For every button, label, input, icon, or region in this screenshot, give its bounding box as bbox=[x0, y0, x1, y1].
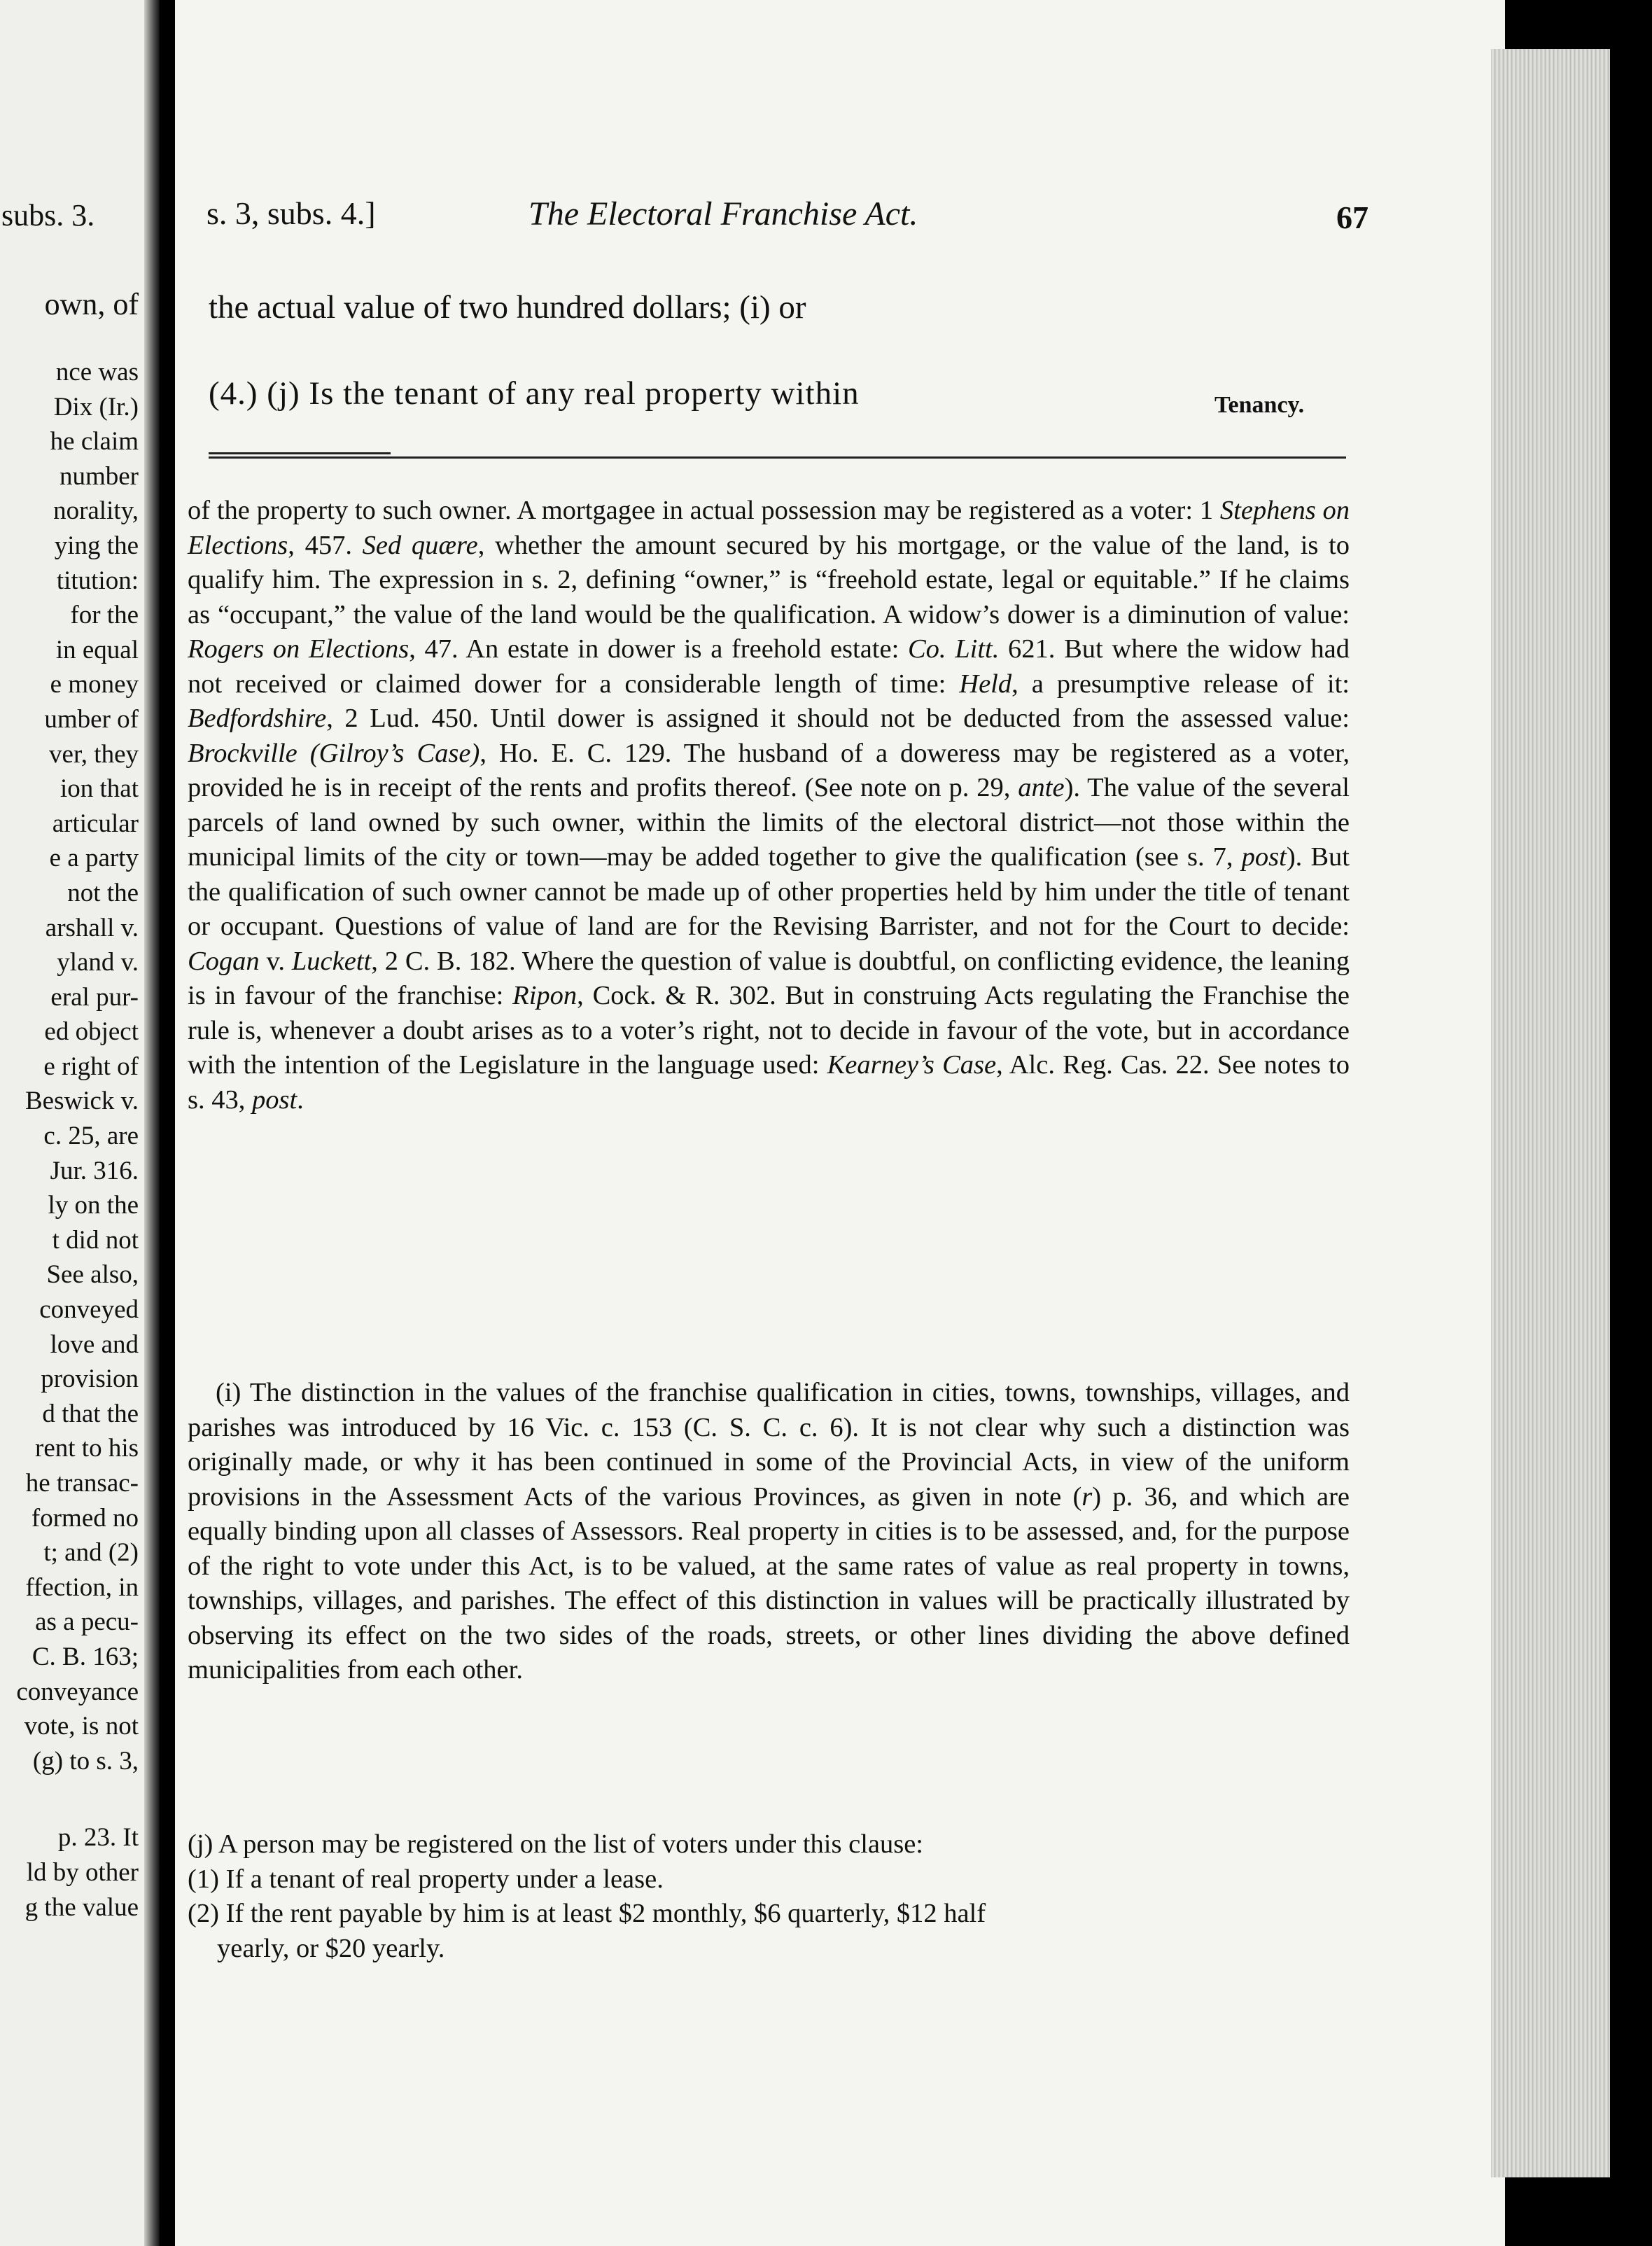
margin-note-tenancy: Tenancy. bbox=[1214, 392, 1305, 418]
previous-page-line: Beswick v. bbox=[24, 1087, 139, 1116]
previous-page-line: p. 23. It bbox=[57, 1823, 139, 1853]
previous-page-line: as a pecu- bbox=[35, 1607, 139, 1637]
statute-line-1: the actual value of two hundred dollars; (i) or bbox=[209, 289, 806, 326]
previous-page-line: norality, bbox=[53, 496, 139, 526]
footnote-continued: of the property to such owner. A mortgagee in actual possession may be registered as a voter: 1 Stephens on Elections, 457. Sed quære, whether the amount secured by his mortgage, or the value of the land, is to qualify him. The expression in s. 2, defining “owner,” is “freehold estate, legal or equitable.” If he claims as “occupant,” the value of the land would be the qualification. A widow’s dower is a diminution of value: Rogers on Elections, 47. An estate in dower is a freehold estate: Co. Litt. 621. But where the widow had not received or claimed dower for a considerable length of time: Held, a presumptive release of it: Bedfordshire, 2 Lud. 450. Until dower is assigned it should not be deducted from the assessed value: Brockville (Gilroy’s Case), Ho. E. C. 129. The husband of a doweress may be registered as a voter, provided he is in receipt of the rents and profits thereof. (See note on p. 29, ante). The value of the several parcels of land owned by such owner, within the limits of the electoral district—not those within the municipal limits of the city or town—may be added together to give the qualification (see s. 7, post). But the qualification of such owner cannot be made up of other properties held by him under the title of tenant or occupant. Questions of value of land are for the Revising Barrister, and not for the Court to decide: Cogan v. Luckett, 2 C. B. 182. Where the question of value is doubtful, on conflicting evidence, the leaning is in favour of the franchise: Ripon, Cock. & R. 302. But in construing Acts regulating the Franchise the rule is, whenever a doubt arises as to a voter’s right, not to decide in favour of the vote, but in accordance with the intention of the Legislature in the language used: Kearney’s Case, Alc. Reg. Cas. 22. See notes to s. 43, post. bbox=[188, 496, 1350, 1115]
previous-page-line: ion that bbox=[59, 774, 139, 804]
previous-page-line: vote, is not bbox=[24, 1712, 139, 1741]
footnote-j-item-2-continued: yearly, or $20 yearly. bbox=[217, 1933, 445, 1963]
previous-page-line: love and bbox=[50, 1330, 139, 1359]
previous-page-line: own, of bbox=[44, 287, 139, 321]
footnote-j-item-2: (2) If the rent payable by him is at least $2 monthly, $6 quarterly, $12 half bbox=[188, 1899, 986, 1928]
separator-rule bbox=[209, 456, 1346, 459]
previous-page-line: ly on the bbox=[48, 1191, 139, 1220]
previous-page-line: g the value bbox=[24, 1892, 139, 1922]
previous-page-line: conveyed bbox=[39, 1295, 139, 1325]
previous-page-line: Jur. 316. bbox=[50, 1156, 139, 1185]
previous-page-line: articular bbox=[52, 809, 139, 838]
section-reference: s. 3, subs. 4.] bbox=[206, 195, 376, 231]
footnote-j-item-1: (1) If a tenant of real property under a lease. bbox=[188, 1864, 664, 1894]
previous-page-line: e a party bbox=[49, 844, 139, 873]
page-title: The Electoral Franchise Act. bbox=[528, 195, 918, 232]
previous-page-line: number bbox=[59, 461, 139, 491]
previous-page-line: he transac- bbox=[25, 1469, 139, 1498]
previous-page-header: subs. 3. bbox=[1, 198, 95, 232]
previous-page-line: c. 25, are bbox=[43, 1122, 139, 1151]
previous-page-fragment bbox=[0, 0, 160, 2246]
previous-page-line: provision bbox=[41, 1365, 139, 1394]
previous-page-line: ver, they bbox=[49, 739, 139, 769]
footnote-i: (i) The distinction in the values of the franchise qualification in cities, towns, townships, villages, and parishes was introduced by 16 Vic. c. 153 (C. S. C. c. 6). It is not clear why such a distinction was originally made, or why it has been continued in some of the Provincial Acts, in view of the uniform provisions in the Assessment Acts of the various Provinces, as given in note (r) p. 36, and which are equally binding upon all classes of Assessors. Real property in cities is to be assessed, and, for the purpose of the right to vote under this Act, is to be valued, at the same rates of value as real property in towns, townships, villages, and parishes. The effect of this distinction in values will be practically illustrated by observing its effect on the two sides of the roads, streets, or other lines dividing the above defined municipalities from each other. bbox=[188, 1378, 1350, 1684]
previous-page-line: he claim bbox=[50, 427, 139, 456]
previous-page-line: eral pur- bbox=[50, 982, 139, 1012]
separator-rule-short bbox=[209, 452, 391, 454]
previous-page-line: umber of bbox=[44, 704, 139, 734]
previous-page-line: C. B. 163; bbox=[31, 1642, 139, 1671]
previous-page-line: ffection, in bbox=[25, 1572, 139, 1602]
previous-page-line: t did not bbox=[52, 1225, 139, 1255]
previous-page-line: e money bbox=[50, 670, 139, 699]
previous-page-line: arshall v. bbox=[45, 913, 139, 942]
previous-page-line: Dix (Ir.) bbox=[53, 392, 139, 421]
previous-page-line: not the bbox=[67, 878, 139, 907]
footnote-j-intro: (j) A person may be registered on the list of voters under this clause: bbox=[188, 1829, 924, 1859]
previous-page-line: d that the bbox=[42, 1399, 139, 1428]
previous-page-line: nce was bbox=[55, 358, 139, 386]
previous-page-line: formed no bbox=[31, 1503, 139, 1533]
previous-page-line: ed object bbox=[44, 1017, 139, 1047]
previous-page-line: conveyance bbox=[16, 1677, 139, 1706]
previous-page-line: yland v. bbox=[57, 948, 139, 977]
previous-page-line: e right of bbox=[43, 1052, 139, 1081]
background-edge bbox=[1610, 0, 1652, 2246]
previous-page-line: in equal bbox=[55, 635, 139, 664]
footnote-j bbox=[188, 1827, 1350, 1966]
previous-page-line: (g) to s. 3, bbox=[32, 1746, 139, 1776]
previous-page-line: t; and (2) bbox=[43, 1538, 139, 1568]
statute-line-2: (4.) (j) Is the tenant of any real property within bbox=[209, 375, 860, 412]
previous-page-line: for the bbox=[70, 601, 139, 630]
page-number: 67 bbox=[1336, 200, 1368, 235]
previous-page-line: See also, bbox=[46, 1260, 139, 1290]
previous-page-line: ying the bbox=[54, 531, 139, 560]
previous-page-line: titution: bbox=[56, 566, 139, 595]
previous-page-line: ld by other bbox=[26, 1857, 139, 1887]
book-gutter bbox=[144, 0, 160, 2246]
running-header bbox=[206, 195, 1368, 244]
previous-page-line: rent to his bbox=[35, 1434, 139, 1463]
previous-page-text bbox=[0, 284, 139, 1925]
